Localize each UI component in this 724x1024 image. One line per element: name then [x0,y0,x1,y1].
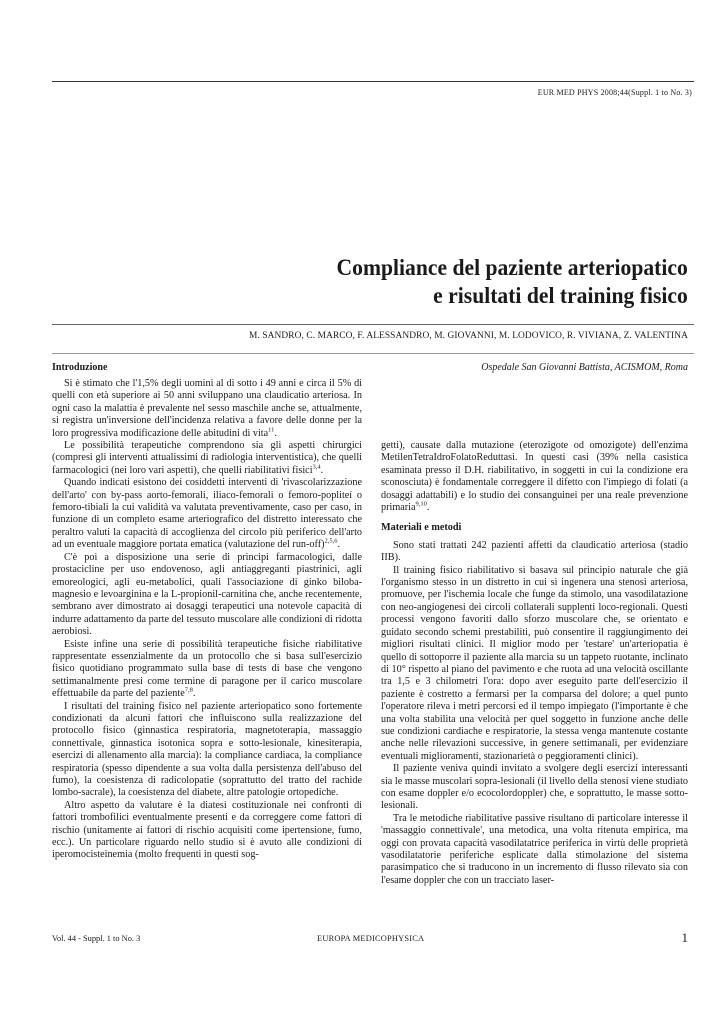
right-column [381,440,688,887]
intro-heading: Introduzione [52,362,108,373]
footer-journal: EUROPA MEDICOPHYSICA [317,934,425,943]
methods-heading: Materiali e metodi [381,522,462,534]
citation: 7,8 [184,686,193,694]
intro-paragraph: Esiste infine una serie di possibilità terapeutiche fisiche riabilitative rappresentate essenzialmente da un protocollo che si basa sull'esercizio fisico quotidiano programmato sulla base di tests di base che vengono settimanalmente presi come termine di paragone per il carico muscolare effettuabile da parte del paziente$^{7,8}$. [52,638,362,700]
article-title [337,254,688,310]
author-list: M. SANDRO, C. MARCO, F. ALESSANDRO, M. GIOVANNI, M. LODOVICO, R. VIVIANA, Z. VALENTINA [249,331,688,341]
citation: 11 [268,426,275,434]
intro-paragraph: Quando indicati esistono dei cosiddetti interventi di 'rivascolarizzazione dell'arto' con by-pass aorto-femorali, iliaco-femorali o femoro-popliteí o femoro-tibiali la cui validità va valutata preventivamente, caso per caso, in funzione di un completo esame arteriografico del distretto interessato che peraltro valuti la capacità di accoglienza del circolo più periferico dell'arto ad un eventuale maggiore portata ematica (valutazione del run-off)$^{2,5,6}$. [52,477,362,551]
title-rule [52,324,694,325]
left-column [52,378,362,862]
intro-paragraph: I risultati del training fisico nel paziente arteriopatico sono fortemente condizionati da alcuni fattori che influiscono sulla realizzazione del protocollo fisico (ginnastica respiratoria, magnetoterapia, massaggio connettivale, ginnastica isotonica sopra e sotto-lesionale, kinesiterapia, esercizi di allenamento alla marcia): la compliance cardiaca, la compliance respiratoria (spesso dipendente a sua volta dalla persistenza dell'abuso del fumo), la coesistenza di radicolopatie (soprattutto del tratto del rachide lombo-sacrale), la coesistenza del diabete, altre patologie ortopediche. [52,700,362,799]
title-line-2: e risultati del training fisico [433,283,688,309]
title-line-1: Compliance del paziente arteriopatico [336,255,688,281]
intro-continuation: getti), causate dalla mutazione (eterozigote od omozigote) dell'enzima MetilenTetraIdroFolatoReduttasi. In questi casi (39% nella casistica esaminata presso il D.H. riabilitativo, in soggetti in cui la condizione era sconosciuta) è fondamentale correggere il difetto con l'impiego di folati (a dosaggi adattabili) e lo studio dei consanguinei per una reale prevenzione primaria$^{9,10}$. [381,440,688,514]
methods-paragraph: Il training fisico riabilitativo si basava sul principio naturale che già l'organismo stesso in un distretto in cui si ingenera una stenosi arteriosa, promuove, per l'ischemia locale che funge da stimolo, una vasodilatazione con neo-angiogenesi dei circoli collaterali supplenti loco-regionali. Questi processi vengono favoriti dallo sforzo muscolare che, se orientato e guidato secondo schemi prestabiliti, può consentire il raggiungimento dei migliori risultati clinici. Il miglior modo per 'testare' un'arteriopatia è quello di sottoporre il paziente alla marcia su un tappeto ruotante, inclinato di 10° rispetto al piano del pavimento e che ruota ad una velocità oscillante tra 1,5 e 3 chilometri l'ora: dopo aver eseguito parte dell'esercizio il paziente è costretto a fermarsi per la comparsa del dolore; a quel punto l'operatore rileva i metri percorsi ed il tempo impiegato (l'importante è che una volta stabilita una velocità per quel soggetto in funzione anche delle sue condizioni cardiache e respiratorie, la stessa venga mantenute costante anche nelle rilevazioni successive, in genere settimanali, per evidenziare eventuali miglioramenti, stazionarietà o peggioramenti clinici). [381,564,688,762]
intro-paragraph: Si è stimato che l'1,5% degli uomini al di sotto i 49 anni e circa il 5% di quelli con età superiore ai 50 anni sviluppano una claudicatio arteriosa. In ogni caso la malattia è prevalente nel sesso maschile anche se, attualmente, si registra un'inversione dell'incidenza relativa a favore delle donne per la loro progressiva modificazione delle abitudini di vita$^{11}$. [52,378,362,439]
citation: 3,4 [312,463,321,471]
affiliation: Ospedale San Giovanni Battista, ACISMOM, Roma [481,362,688,373]
citation: 9,10 [415,500,427,508]
page-number: 1 [681,930,688,945]
methods-paragraph: Sono stati trattati 242 pazienti affetti da claudicatio arteriosa (stadio IIB). [381,539,688,564]
authors-rule [52,353,694,354]
footer-volume: Vol. 44 - Suppl. 1 to No. 3 [52,934,141,943]
citation: 2,5,6 [324,537,338,545]
intro-paragraph: C'è poi a disposizione una serie di principi farmacologici, dalle prostacicline per uso endovenoso, agli antiaggreganti piastrinici, agli emoreologici, agli eu-metabolici, quali l'associazione di ginko biloba- magnesio e levoarginina e la L-propionil-carnitina che, anche recentemente, sembrano aver dimostrato ai dosaggi terapeutici una notevole capacità di indurre adattamento da parte del tessuto muscolare alle condizioni di ridotta aerobiosi. [52,551,362,638]
header-rule [52,81,694,82]
intro-paragraph: Le possibilità terapeutiche comprendono sia gli aspetti chirurgici (compresi gli interventi attualissimi di radiologia interventistica), che quelli farmacologici (nei loro vari aspetti), che quelli riabilitativi fisici$^{3,4}$. [52,440,362,476]
methods-paragraph: Tra le metodiche riabilitative passive risultano di particolare interesse il 'massaggio connettivale', una metodica, una volta ritenuta empirica, ma oggi con provata capacità vasodilatatrice periferica in virtù delle proprietà vasodilatatorie periferiche esplicate dalla stimolazione del sistema parasimpatico che si traducono in un incremento di flusso rilevato sia con l'esame doppler che con un tracciato laser- [381,812,688,886]
journal-reference: EUR MED PHYS 2008;44(Suppl. 1 to No. 3) [537,88,692,97]
methods-paragraph: Il paziente veniva quindi invitato a svolgere degli esercizi interessanti sia le masse muscolari sopra-lesionali (il livello della stenosi viene studiato con esame doppler e/o ecocolordoppler) che, e soprattutto, le masse sotto-lesionali. [381,763,688,812]
intro-paragraph: Altro aspetto da valutare è la diatesi costituzionale nei confronti di fattori trombofilici eventualmente presenti e da correggere come fattori di rischio (unitamente ai fattori di rischio acquisiti come ipertensione, fumo, ecc.). Un particolare riguardo nello studio si è avuto alle condizioni di iperomocisteinemia (molto frequenti in questi sog- [52,799,362,861]
